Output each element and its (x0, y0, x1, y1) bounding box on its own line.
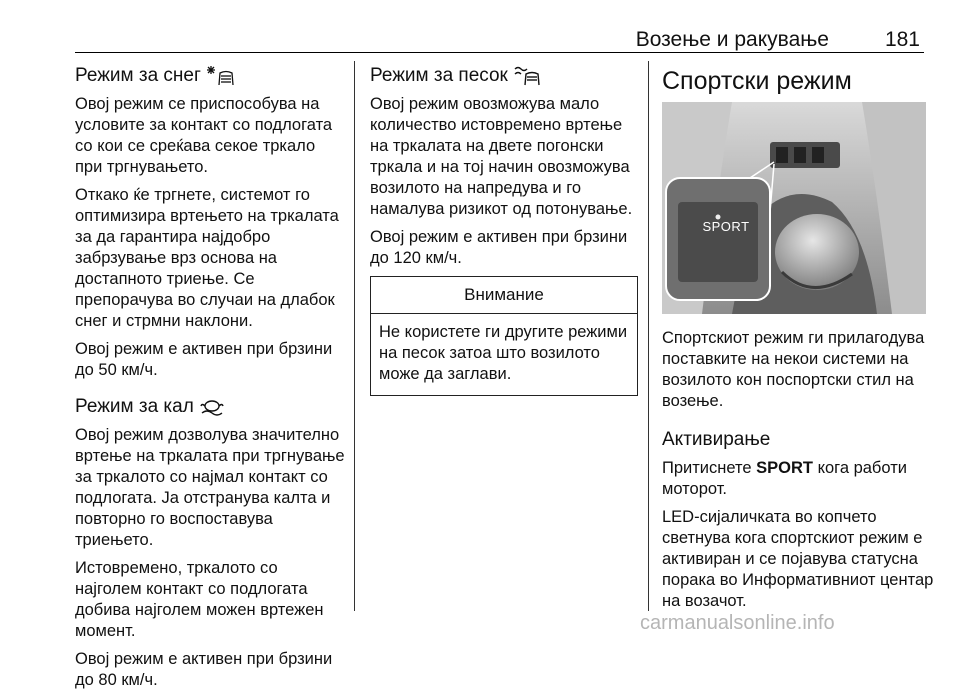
column-right (662, 64, 934, 619)
snow-mode-icon (206, 65, 236, 87)
sand-mode-icon (513, 65, 541, 87)
paragraph: Истовремено, тркалото со најголем контакт со подлогата добива најголем можен вртежен момент. (75, 559, 324, 640)
column-divider (648, 61, 649, 611)
page-header (75, 22, 924, 53)
paragraph: Овој режим е активен при брзини до 80 км/ч. (75, 650, 333, 689)
paragraph: Спортскиот режим ги прилагодува поставките на некои системи на возилото кон поспортски стил на возење. (662, 329, 925, 410)
section-heading-snow: Режим за снег (75, 64, 347, 88)
column-divider (354, 61, 355, 611)
sport-button-photo (662, 102, 926, 314)
paragraph: LED-сијаличката во копчето светнува кога спортскиот режим е активиран и се појавува статусна порака во Информативниот центар на возачот. (662, 508, 934, 610)
watermark: carmanualsonline.info (640, 612, 835, 634)
paragraph: Овој режим дозволува значително вртење на тркалата при тргнувањe за тркалото со најмал контакт со подлогата. Ја отстранува калта и повторно го воспоставува триењето. (75, 426, 345, 549)
section-heading-activation: Активирање (662, 429, 771, 450)
section-heading-sand: Режим за песок (370, 64, 638, 88)
warning-heading: Внимание (371, 277, 637, 314)
column-middle (370, 64, 638, 396)
column-left (75, 64, 347, 698)
warning-box (370, 276, 638, 396)
page-number: 181 (884, 28, 920, 51)
paragraph: Овој режим овозможува мало количество истовремено вртење на тркалата на двете погонски тркала и на тој начин овозможува возилото на напредува и го намалува ризикот од потонување. (370, 95, 633, 218)
sport-button-label: SPORT (702, 219, 750, 234)
warning-text: Не користете ги другите режими на песок затоа што возилото може да заглави. (379, 323, 628, 383)
section-heading-mud: Режим за кал (75, 395, 347, 419)
paragraph: Овој режим е активен при брзини до 50 км/ч. (75, 340, 333, 379)
paragraph: Притиснете SPORT кога работи моторот. (662, 459, 907, 498)
section-title-sport: Спортски режим (662, 67, 852, 95)
paragraph: Овој режим е активен при брзини до 120 км/ч. (370, 228, 628, 267)
running-title: Возење и ракување (635, 28, 829, 51)
paragraph: Овој режим се приспособува на условите за контакт со подлогата со кои се среќава секое тркало при тргнувањето. (75, 95, 333, 176)
paragraph: Откако ќе тргнете, системот го оптимизира вртењето на тркалата за да гарантира најдобро забрзување врз основа на достапното триење. Се препорачува во случаи на длабок снег и стрмни наклони. (75, 186, 339, 330)
sport-key-label: SPORT (756, 459, 813, 477)
mud-mode-icon (199, 397, 225, 417)
